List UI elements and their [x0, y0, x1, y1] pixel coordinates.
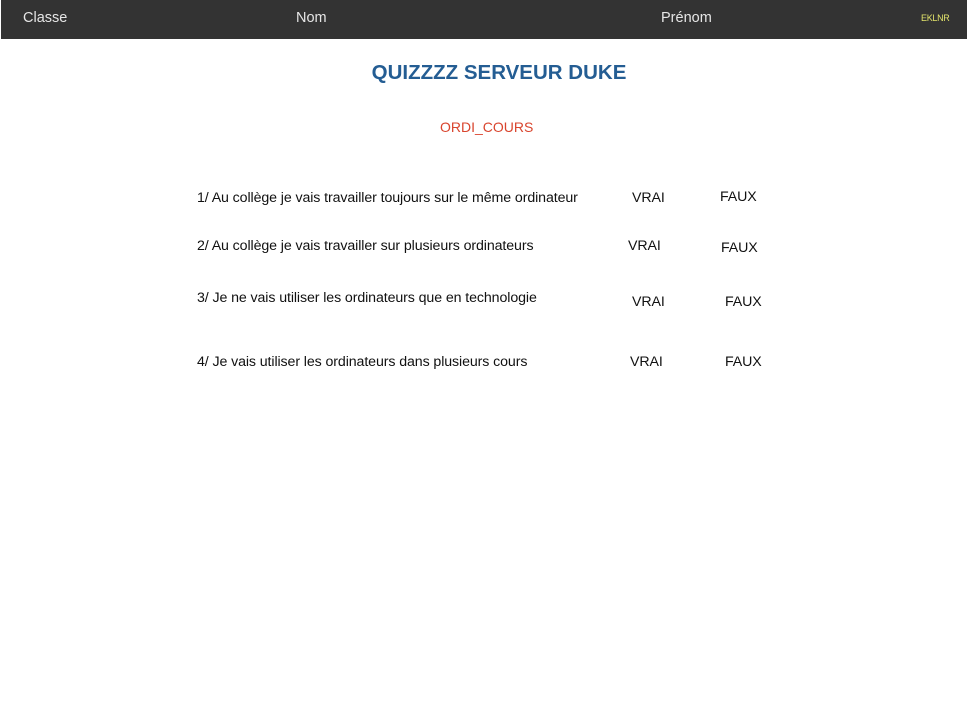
question-4-vrai[interactable]: VRAI: [630, 354, 663, 370]
code-label: EKLNR: [921, 13, 950, 23]
question-3-vrai[interactable]: VRAI: [632, 294, 665, 310]
question-4-faux[interactable]: FAUX: [725, 354, 762, 370]
question-2-text: 2/ Au collège je vais travailler sur plusieurs ordinateurs: [197, 238, 534, 254]
page-subtitle: ORDI_COURS: [440, 119, 534, 135]
question-2-faux[interactable]: FAUX: [721, 240, 758, 256]
header-bar: [1, 0, 967, 39]
prenom-label: Prénom: [661, 10, 712, 26]
question-2-vrai[interactable]: VRAI: [628, 238, 661, 254]
question-1-text: 1/ Au collège je vais travailler toujours sur le même ordinateur: [197, 190, 578, 206]
classe-label: Classe: [23, 10, 68, 26]
question-4-text: 4/ Je vais utiliser les ordinateurs dans plusieurs cours: [197, 354, 528, 370]
question-1-faux[interactable]: FAUX: [720, 189, 757, 205]
question-3-faux[interactable]: FAUX: [725, 294, 762, 310]
page-title: QUIZZZZ SERVEUR DUKE: [371, 61, 627, 84]
nom-label: Nom: [296, 10, 327, 26]
question-1-vrai[interactable]: VRAI: [632, 190, 665, 206]
question-3-text: 3/ Je ne vais utiliser les ordinateurs que en technologie: [197, 290, 537, 306]
